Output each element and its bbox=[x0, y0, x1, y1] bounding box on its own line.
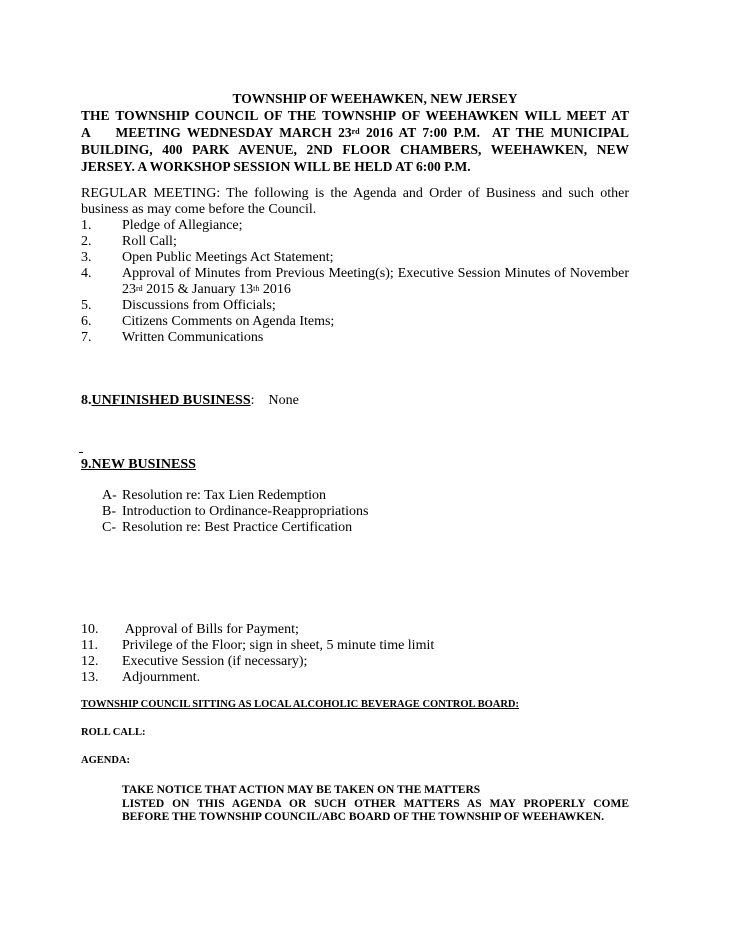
item-letter: C- bbox=[102, 520, 116, 535]
meeting-notice bbox=[81, 107, 629, 175]
section-heading: NEW BUSINESS bbox=[91, 457, 196, 472]
item-letter: A- bbox=[102, 488, 117, 503]
item-number: 12. bbox=[81, 654, 99, 669]
list-item bbox=[81, 250, 629, 266]
item-number: 7. bbox=[81, 330, 92, 345]
list-item bbox=[102, 504, 368, 520]
item-text: Approval of Bills for Payment; bbox=[122, 622, 299, 637]
item-number: 2. bbox=[81, 234, 92, 249]
take-notice bbox=[122, 784, 629, 825]
unfinished-business: 8.UNFINISHED BUSINESS: None bbox=[81, 393, 299, 408]
item-number: 13. bbox=[81, 670, 99, 685]
notice-line-3: BUILDING, 400 PARK AVENUE, 2ND FLOOR CHAMBERS, WEEHAWKEN, NEW bbox=[81, 142, 629, 157]
item-text: Executive Session (if necessary); bbox=[122, 654, 308, 669]
item-number: 4. bbox=[81, 266, 92, 281]
list-item bbox=[81, 266, 629, 298]
item-number: 5. bbox=[81, 298, 92, 313]
section-value: None bbox=[268, 393, 299, 408]
roll-call-label: ROLL CALL: bbox=[81, 727, 146, 738]
item-text: Roll Call; bbox=[122, 234, 177, 249]
item-text: Introduction to Ordinance-Reappropriations bbox=[122, 504, 369, 519]
notice-line-2: A MEETING WEDNESDAY MARCH 23rd 2016 AT 7:00 P.M. AT THE MUNICIPAL bbox=[81, 125, 630, 140]
new-business bbox=[81, 457, 196, 473]
item-text: Open Public Meetings Act Statement; bbox=[122, 250, 334, 265]
list-item bbox=[102, 520, 368, 536]
item-text: Written Communications bbox=[122, 330, 264, 345]
item-number: 11. bbox=[81, 638, 98, 653]
agenda-label: AGENDA: bbox=[81, 755, 130, 766]
list-item bbox=[81, 638, 629, 654]
section-number: 8. bbox=[81, 393, 92, 408]
notice-line-4: JERSEY. A WORKSHOP SESSION WILL BE HELD AT 6:00 P.M. bbox=[81, 159, 471, 174]
list-item bbox=[81, 670, 629, 686]
item-number: 10. bbox=[81, 622, 99, 637]
notice-line-1: THE TOWNSHIP COUNCIL OF THE TOWNSHIP OF WEEHAWKEN WILL MEET AT bbox=[81, 108, 629, 123]
item-number: 1. bbox=[81, 218, 92, 233]
take-notice-line-2: LISTED ON THIS AGENDA OR SUCH OTHER MATTERS AS MAY PROPERLY COME bbox=[122, 797, 629, 810]
abc-board-heading: TOWNSHIP COUNCIL SITTING AS LOCAL ALCOHOLIC BEVERAGE CONTROL BOARD: bbox=[81, 699, 519, 710]
list-item bbox=[81, 622, 629, 638]
item-letter: B- bbox=[102, 504, 116, 519]
list-item bbox=[81, 234, 629, 250]
item-text: Adjournment. bbox=[122, 670, 201, 685]
list-item bbox=[81, 654, 629, 670]
item-text: Pledge of Allegiance; bbox=[122, 218, 243, 233]
list-item bbox=[81, 330, 629, 346]
document-title: TOWNSHIP OF WEEHAWKEN, NEW JERSEY bbox=[232, 91, 518, 106]
item-number: 6. bbox=[81, 314, 92, 329]
item-number: 3. bbox=[81, 250, 92, 265]
section-heading: UNFINISHED BUSINESS bbox=[91, 393, 251, 408]
list-item bbox=[81, 218, 629, 234]
underline-mark bbox=[79, 452, 83, 453]
item-text: Citizens Comments on Agenda Items; bbox=[122, 314, 335, 329]
regular-meeting-intro: REGULAR MEETING: The following is the Agenda and Order of Business and such other business as may come before the Council. bbox=[81, 186, 629, 217]
list-item bbox=[102, 488, 368, 504]
item-text: Privilege of the Floor; sign in sheet, 5 minute time limit bbox=[122, 638, 435, 653]
list-item bbox=[81, 314, 629, 330]
item-text: Resolution re: Tax Lien Redemption bbox=[122, 488, 327, 503]
list-item bbox=[81, 298, 629, 314]
item-text: Approval of Minutes from Previous Meeting(s); Executive Session Minutes of November 23rd 2015 & January 13th 2016 bbox=[122, 266, 629, 297]
take-notice-line-3: BEFORE THE TOWNSHIP COUNCIL/ABC BOARD OF THE TOWNSHIP OF WEEHAWKEN. bbox=[122, 811, 605, 823]
item-text: Resolution re: Best Practice Certification bbox=[122, 520, 353, 535]
item-text: Discussions from Officials; bbox=[122, 298, 276, 313]
section-number: 9. bbox=[81, 457, 92, 472]
agenda-list bbox=[81, 218, 629, 346]
closing-list bbox=[81, 622, 629, 686]
take-notice-line-1: TAKE NOTICE THAT ACTION MAY BE TAKEN ON THE MATTERS bbox=[122, 784, 481, 796]
new-business-list bbox=[102, 488, 368, 536]
